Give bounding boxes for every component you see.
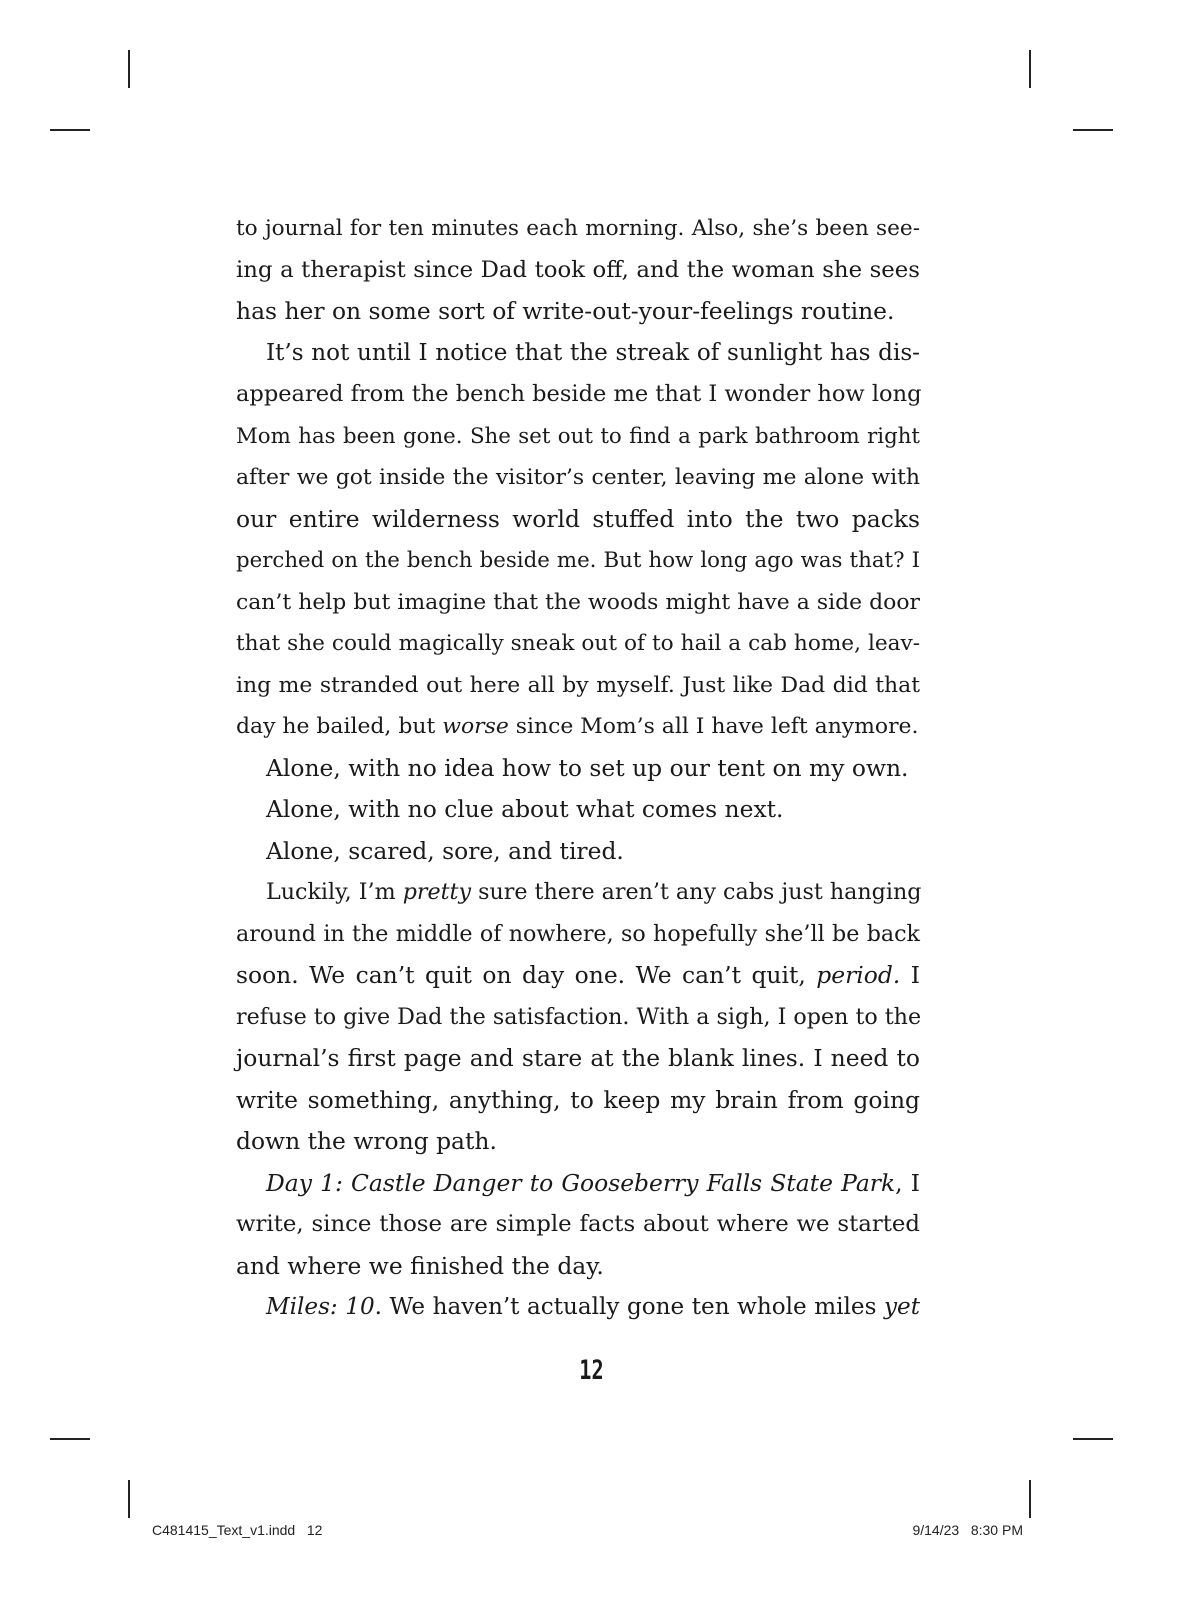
- crop-mark: [128, 1480, 130, 1518]
- crop-mark: [1073, 1438, 1113, 1440]
- text-line: ing me stranded out here all by myself. Just like Dad did that: [236, 672, 920, 698]
- text-line: ing a therapist since Dad took off, and the woman she sees: [236, 256, 920, 283]
- slug-left: C481415_Text_v1.indd 12: [152, 1522, 323, 1538]
- text-span: day he bailed, but: [236, 714, 443, 739]
- crop-mark: [50, 1438, 90, 1440]
- italic-span: worse: [442, 714, 509, 739]
- text-line: Alone, with no idea how to set up our tent on my own.: [266, 753, 909, 782]
- text-line: appeared from the bench beside me that I wonder how long: [236, 381, 922, 407]
- italic-span: pretty: [402, 879, 472, 905]
- body-text: [236, 208, 920, 1329]
- text-line: It’s not until I notice that the streak of sunlight has dis-: [266, 339, 920, 366]
- text-line: Mom has been gone. She set out to find a park bathroom right: [236, 423, 920, 449]
- text-line: Alone, with no clue about what comes next.: [266, 795, 784, 823]
- text-span: Luckily, I’m: [266, 879, 403, 905]
- text-line: [236, 872, 920, 914]
- text-line: perched on the bench beside me. But how long ago was that? I: [236, 548, 920, 573]
- text-line: [236, 955, 920, 997]
- text-span: since Mom’s all I have left anymore.: [508, 714, 919, 739]
- crop-mark: [1029, 50, 1031, 88]
- text-line: [236, 1163, 920, 1205]
- text-line: after we got inside the visitor’s center, leaving me alone with: [236, 465, 920, 490]
- text-line: journal’s first page and stare at the blank lines. I need to: [236, 1044, 920, 1072]
- text-line: and where we finished the day.: [236, 1251, 604, 1280]
- text-line: down the wrong path.: [236, 1127, 497, 1155]
- italic-span: Miles: 10: [266, 1294, 375, 1320]
- text-span: . We haven’t actually gone ten whole miles: [374, 1294, 884, 1320]
- italic-span: yet: [884, 1294, 920, 1320]
- text-line: [236, 706, 920, 748]
- text-line: write, since those are simple facts about where we started: [236, 1211, 920, 1237]
- crop-mark: [128, 50, 130, 88]
- slug-right: 9/14/23 8:30 PM: [912, 1522, 1023, 1538]
- text-line: that she could magically sneak out of to hail a cab home, leav-: [236, 631, 920, 656]
- italic-span: period.: [816, 961, 901, 989]
- text-line: our entire wilderness world stuffed into the two packs: [236, 504, 920, 533]
- text-line: write something, anything, to keep my brain from going: [236, 1085, 920, 1114]
- crop-mark: [1029, 1480, 1031, 1518]
- text-line: Alone, scared, sore, and tired.: [266, 836, 624, 865]
- text-line: refuse to give Dad the satisfaction. With a sigh, I open to the: [236, 1003, 922, 1030]
- text-line: has her on some sort of write-out-your-feelings routine.: [236, 297, 895, 325]
- text-span: soon. We can’t quit on day one. We can’t quit,: [236, 961, 817, 989]
- text-span: sure there aren’t any cabs just hanging: [471, 879, 922, 905]
- crop-mark: [1073, 129, 1113, 131]
- text-line: [236, 1287, 920, 1329]
- page-number: 12: [579, 1355, 604, 1386]
- text-line: to journal for ten minutes each morning. Also, she’s been see-: [236, 216, 920, 241]
- text-line: can’t help but imagine that the woods might have a side door: [236, 589, 920, 615]
- text-line: around in the middle of nowhere, so hopefully she’ll be back: [236, 920, 920, 947]
- italic-span: Day 1: Castle Danger to Gooseberry Falls State Park: [266, 1168, 896, 1197]
- crop-mark: [50, 129, 90, 131]
- text-span: I: [900, 961, 920, 989]
- text-span: , I: [895, 1168, 920, 1197]
